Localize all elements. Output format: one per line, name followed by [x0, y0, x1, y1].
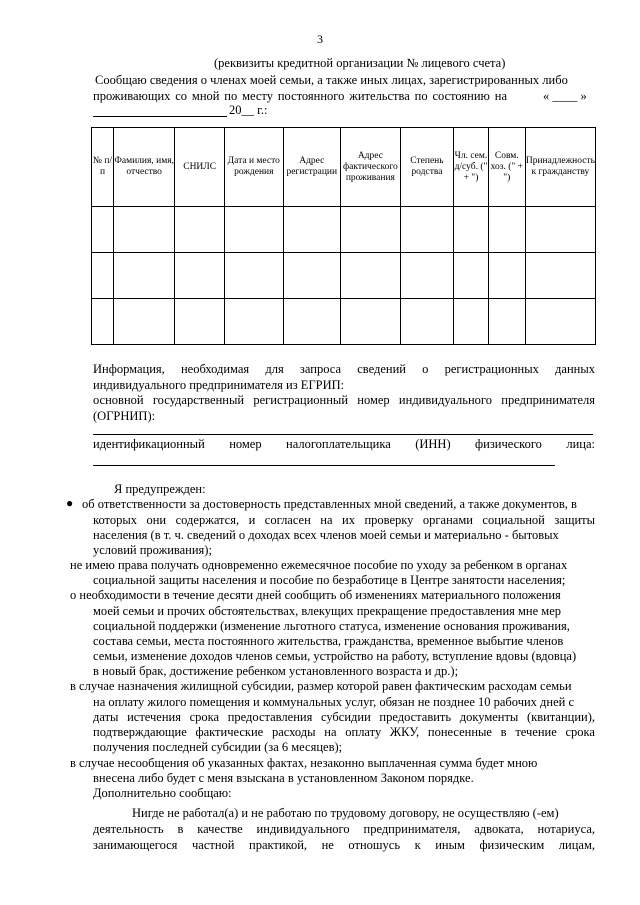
- warning-1-line-1: об ответственности за достоверность представленных мной сведений, а также документов, в: [82, 497, 577, 511]
- table-header-row: [92, 128, 596, 207]
- warning-2-line-1: не имею права получать одновременно ежемесячное пособие по уходу за ребенком в органах: [70, 558, 568, 572]
- egrip-line-3: основной государственный регистрационный номер индивидуального предпринимателя: [93, 393, 595, 407]
- table-cell[interactable]: [175, 253, 225, 299]
- ogrnip-field[interactable]: [93, 434, 593, 435]
- intro-line-2: проживающих со мной по месту постоянного жительства по состоянию на: [93, 89, 507, 103]
- table-cell[interactable]: [400, 299, 453, 345]
- table-cell[interactable]: [454, 207, 489, 253]
- table-cell[interactable]: [114, 253, 175, 299]
- egrip-line-2: индивидуального предпринимателя из ЕГРИП:: [93, 378, 345, 392]
- table-cell[interactable]: [488, 253, 525, 299]
- bullet-icon: ●: [66, 496, 74, 510]
- warning-1-line-4: условий проживания);: [93, 543, 212, 557]
- table-cell[interactable]: [454, 299, 489, 345]
- date-day-field[interactable]: « ____ »: [543, 89, 587, 103]
- table-row: [92, 253, 596, 299]
- egrip-line-1: Информация, необходимая для запроса сведений о регистрационных данных: [93, 362, 595, 376]
- additional-line-2: деятельность в качестве индивидуального предпринимателя, адвоката, нотариуса,: [93, 822, 595, 836]
- warning-3-line-6: в новый брак, достижение ребенком установленного возраста и др.);: [93, 664, 459, 678]
- table-cell[interactable]: [341, 207, 401, 253]
- inn-label: идентификационный номер налогоплательщика (ИНН) физического лица:: [93, 437, 595, 451]
- warning-4-line-5: получения последней субсидии (за 6 месяцев);: [93, 740, 343, 754]
- warning-1-line-2: которых они содержатся, и согласен на их проверку органами социальной защиты: [93, 513, 595, 527]
- warning-1-line-3: населения (в т. ч. сведений о доходах всех членов моей семьи и материально - бытовых: [93, 528, 559, 542]
- warning-5-line-2: внесена либо будет с меня взыскана в установленном Законом порядке.: [93, 771, 474, 785]
- table-cell[interactable]: [92, 253, 114, 299]
- table-cell[interactable]: [225, 253, 284, 299]
- table-header-cell: Адрес фактического проживания: [341, 128, 401, 207]
- requisites-caption: (реквизиты кредитной организации № лицевого счета): [214, 56, 506, 70]
- inn-field[interactable]: [93, 465, 555, 466]
- date-year-field[interactable]: 20__ г.:: [229, 103, 268, 117]
- warning-3-line-1: о необходимости в течение десяти дней сообщить об изменениях материального положения: [70, 588, 561, 602]
- date-month-blank[interactable]: [93, 116, 227, 117]
- table-cell[interactable]: [283, 207, 341, 253]
- warning-4-line-3: даты истечения срока предоставления субсидии предоставить документы (квитанции),: [93, 710, 595, 724]
- table-row: [92, 207, 596, 253]
- table-cell[interactable]: [92, 299, 114, 345]
- table-header-cell: Дата и место рождения: [225, 128, 284, 207]
- table-cell[interactable]: [283, 253, 341, 299]
- additional-title: Дополнительно сообщаю:: [93, 786, 232, 800]
- table-cell[interactable]: [341, 253, 401, 299]
- table-cell[interactable]: [525, 253, 595, 299]
- table-cell[interactable]: [400, 207, 453, 253]
- additional-line-3: занимающегося частной практикой, не отношусь к иным физическим лицам,: [93, 838, 595, 852]
- table-header-cell: Степень родства: [400, 128, 453, 207]
- additional-line-1: Нигде не работал(а) и не работаю по трудовому договору, не осуществляю (-ем): [132, 806, 559, 820]
- table-header-cell: Совм. хоз. (" + "): [488, 128, 525, 207]
- table-cell[interactable]: [225, 207, 284, 253]
- table-cell[interactable]: [114, 207, 175, 253]
- table-cell[interactable]: [225, 299, 284, 345]
- warning-5-line-1: в случае несообщения об указанных фактах, незаконно выплаченная сумма будет мною: [70, 756, 538, 770]
- table-cell[interactable]: [92, 207, 114, 253]
- table-cell[interactable]: [454, 253, 489, 299]
- warning-2-line-2: социальной защиты населения и пособие по безработице в Центре занятости населения;: [93, 573, 566, 587]
- warning-4-line-4: подтверждающие фактические расходы на оплату ЖКУ, понесенные в течение срока: [93, 725, 595, 739]
- intro-line-1: Сообщаю сведения о членах моей семьи, а также иных лицах, зарегистрированных либо: [95, 73, 568, 87]
- table-row: [92, 299, 596, 345]
- table-cell[interactable]: [283, 299, 341, 345]
- table-header-cell: Чл. сем. д/суб. (" + "): [454, 128, 489, 207]
- warning-4-line-2: на оплату жилого помещения и коммунальных услуг, обязан не позднее 10 рабочих дней с: [93, 695, 575, 709]
- table-cell[interactable]: [525, 299, 595, 345]
- warning-3-line-2: моей семьи и прочих обстоятельствах, влекущих прекращение предоставления мне мер: [93, 604, 561, 618]
- table-cell[interactable]: [175, 299, 225, 345]
- table-cell[interactable]: [114, 299, 175, 345]
- warning-3-line-3: социальной поддержки (изменение льготного статуса, изменение основания проживания,: [93, 619, 570, 633]
- table-header-cell: Фамилия, имя, отчество: [114, 128, 175, 207]
- table-header-cell: СНИЛС: [175, 128, 225, 207]
- page-number: 3: [317, 32, 323, 46]
- family-members-table: [91, 127, 596, 345]
- table-cell[interactable]: [400, 253, 453, 299]
- table-header-cell: Принадлежность к гражданству: [525, 128, 595, 207]
- table-cell[interactable]: [488, 207, 525, 253]
- table-header-cell: Адрес регистрации: [283, 128, 341, 207]
- table-header-cell: № п/п: [92, 128, 114, 207]
- warnings-title: Я предупрежден:: [114, 482, 206, 496]
- table-cell[interactable]: [488, 299, 525, 345]
- warning-3-line-4: состава семьи, места постоянного жительства, гражданства, временное выбытие членов: [93, 634, 564, 648]
- table-cell[interactable]: [175, 207, 225, 253]
- table-cell[interactable]: [525, 207, 595, 253]
- table-cell[interactable]: [341, 299, 401, 345]
- egrip-line-4: (ОГРНИП):: [93, 409, 156, 423]
- warning-3-line-5: семьи, изменение доходов членов семьи, устройство на работу, вступление вдовы (вдовца): [93, 649, 577, 663]
- warning-4-line-1: в случае назначения жилищной субсидии, размер которой равен фактическим расходам семьи: [70, 679, 572, 693]
